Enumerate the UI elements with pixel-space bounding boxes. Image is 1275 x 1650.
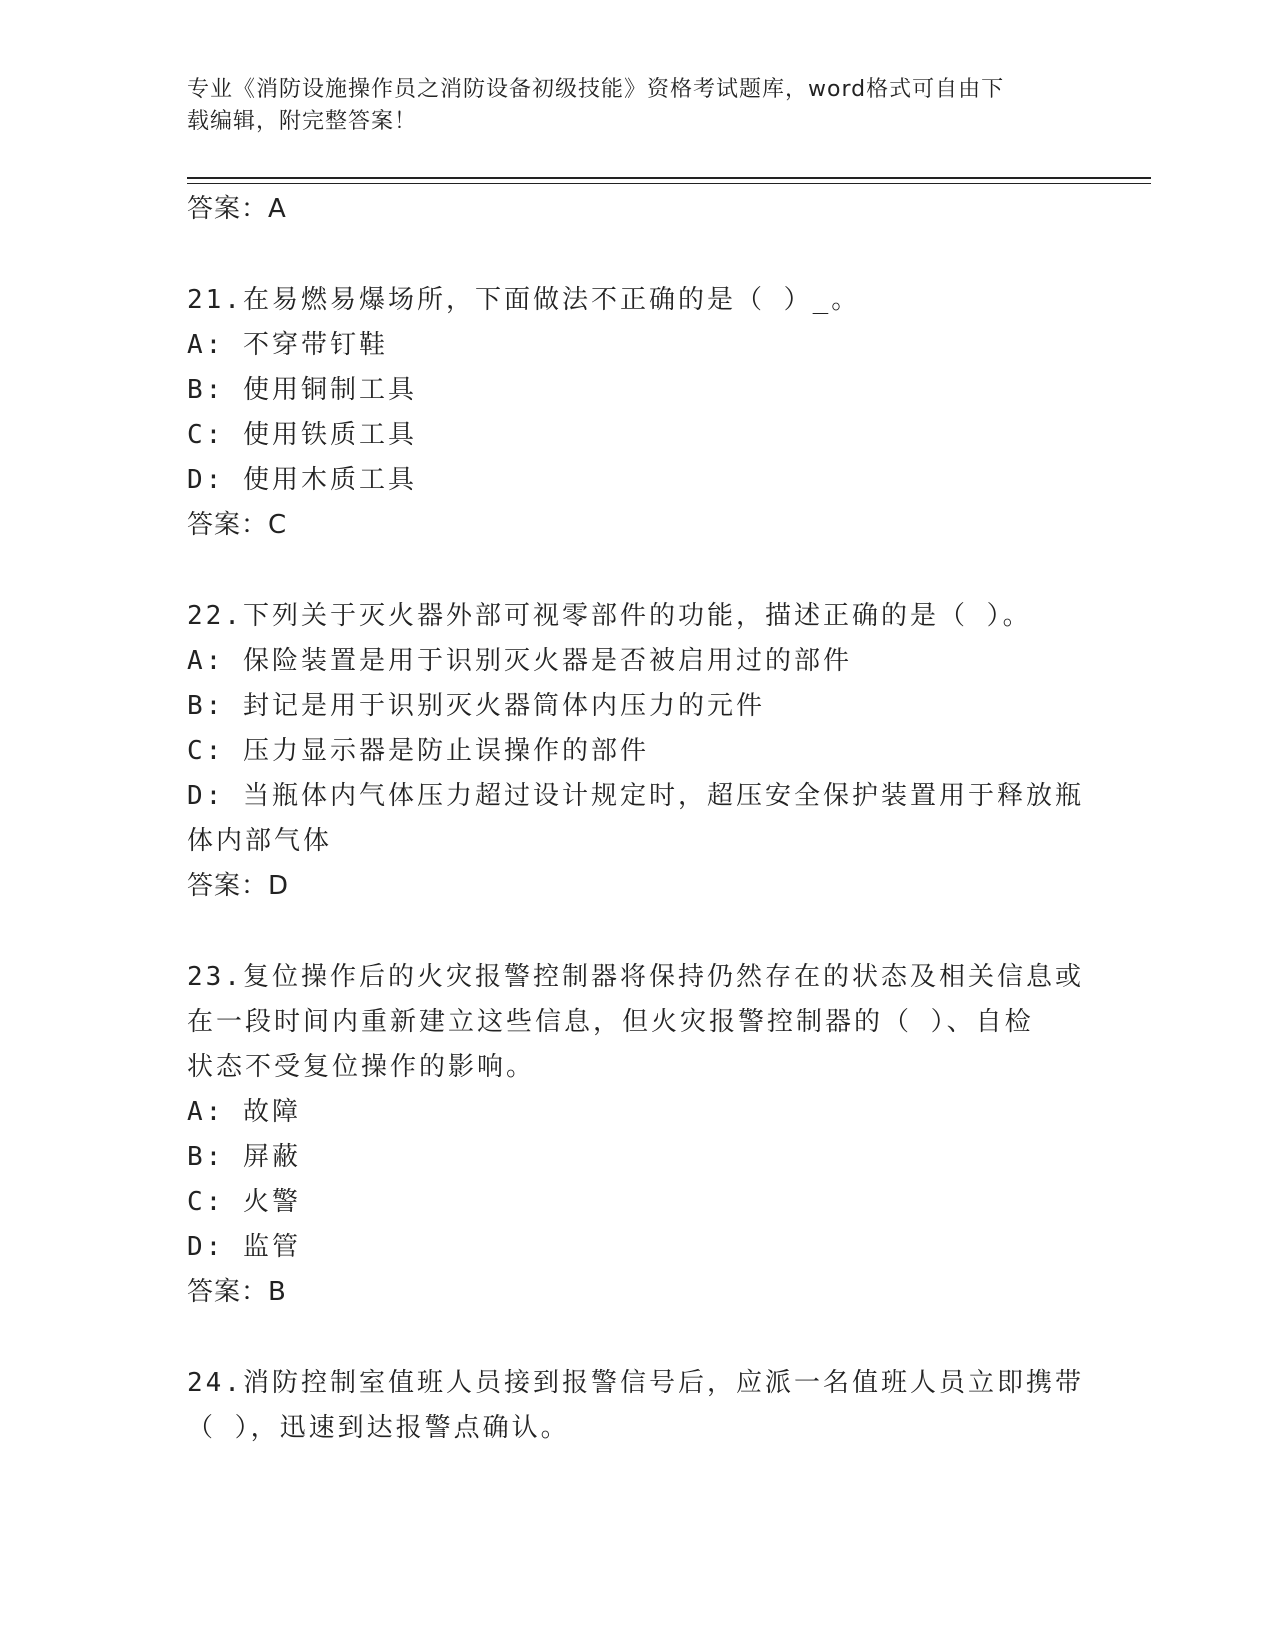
spacer — [187, 232, 1087, 278]
question-stem-continued: （ ），迅速到达报警点确认。 — [187, 1413, 570, 1443]
header-divider-thick — [187, 177, 1151, 179]
answer-22: 答案：D — [187, 871, 290, 901]
answer-21: 答案：C — [187, 510, 288, 540]
option-c: C: 使用铁质工具 — [187, 420, 417, 450]
question-stem-continued: 在一段时间内重新建立这些信息，但火灾报警控制器的（ ）、自检 — [187, 1007, 1034, 1037]
spacer — [187, 1315, 1087, 1361]
spacer — [187, 909, 1087, 955]
option-d: D: 监管 — [187, 1232, 301, 1262]
option-c: C: 压力显示器是防止误操作的部件 — [187, 736, 649, 766]
question-24 — [187, 1361, 1087, 1451]
answer-23: 答案：B — [187, 1277, 287, 1307]
option-b: B: 屏蔽 — [187, 1142, 301, 1172]
header-line-2: 载编辑，附完整答案！ — [187, 109, 418, 134]
question-stem: 24.消防控制室值班人员接到报警信号后，应派一名值班人员立即携带 — [187, 1368, 1084, 1398]
question-stem: 21.在易燃易爆场所，下面做法不正确的是（ ）_。 — [187, 285, 861, 315]
option-d: D: 当瓶体内气体压力超过设计规定时，超压安全保护装置用于释放瓶 — [187, 781, 1084, 811]
option-d: D: 使用木质工具 — [187, 465, 417, 495]
option-d-continued: 体内部气体 — [187, 826, 333, 856]
question-23 — [187, 955, 1087, 1315]
question-22 — [187, 594, 1087, 909]
question-21 — [187, 278, 1087, 548]
document-header — [187, 74, 1077, 138]
option-c: C: 火警 — [187, 1187, 301, 1217]
option-b: B: 封记是用于识别灭火器筒体内压力的元件 — [187, 691, 765, 721]
question-list — [187, 187, 1087, 1451]
header-line-1: 专业《消防设施操作员之消防设备初级技能》资格考试题库，word格式可自由下 — [187, 77, 1005, 102]
header-divider-thin — [187, 183, 1151, 184]
option-a: A: 不穿带钉鞋 — [187, 330, 388, 360]
question-stem-continued: 状态不受复位操作的影响。 — [187, 1052, 536, 1082]
spacer — [187, 548, 1087, 594]
option-a: A: 故障 — [187, 1097, 301, 1127]
answer-20: 答案：A — [187, 194, 287, 224]
question-stem: 22.下列关于灭火器外部可视零部件的功能，描述正确的是（ ）。 — [187, 601, 1032, 631]
question-stem: 23.复位操作后的火灾报警控制器将保持仍然存在的状态及相关信息或 — [187, 962, 1084, 992]
option-b: B: 使用铜制工具 — [187, 375, 417, 405]
option-a: A: 保险装置是用于识别灭火器是否被启用过的部件 — [187, 646, 852, 676]
